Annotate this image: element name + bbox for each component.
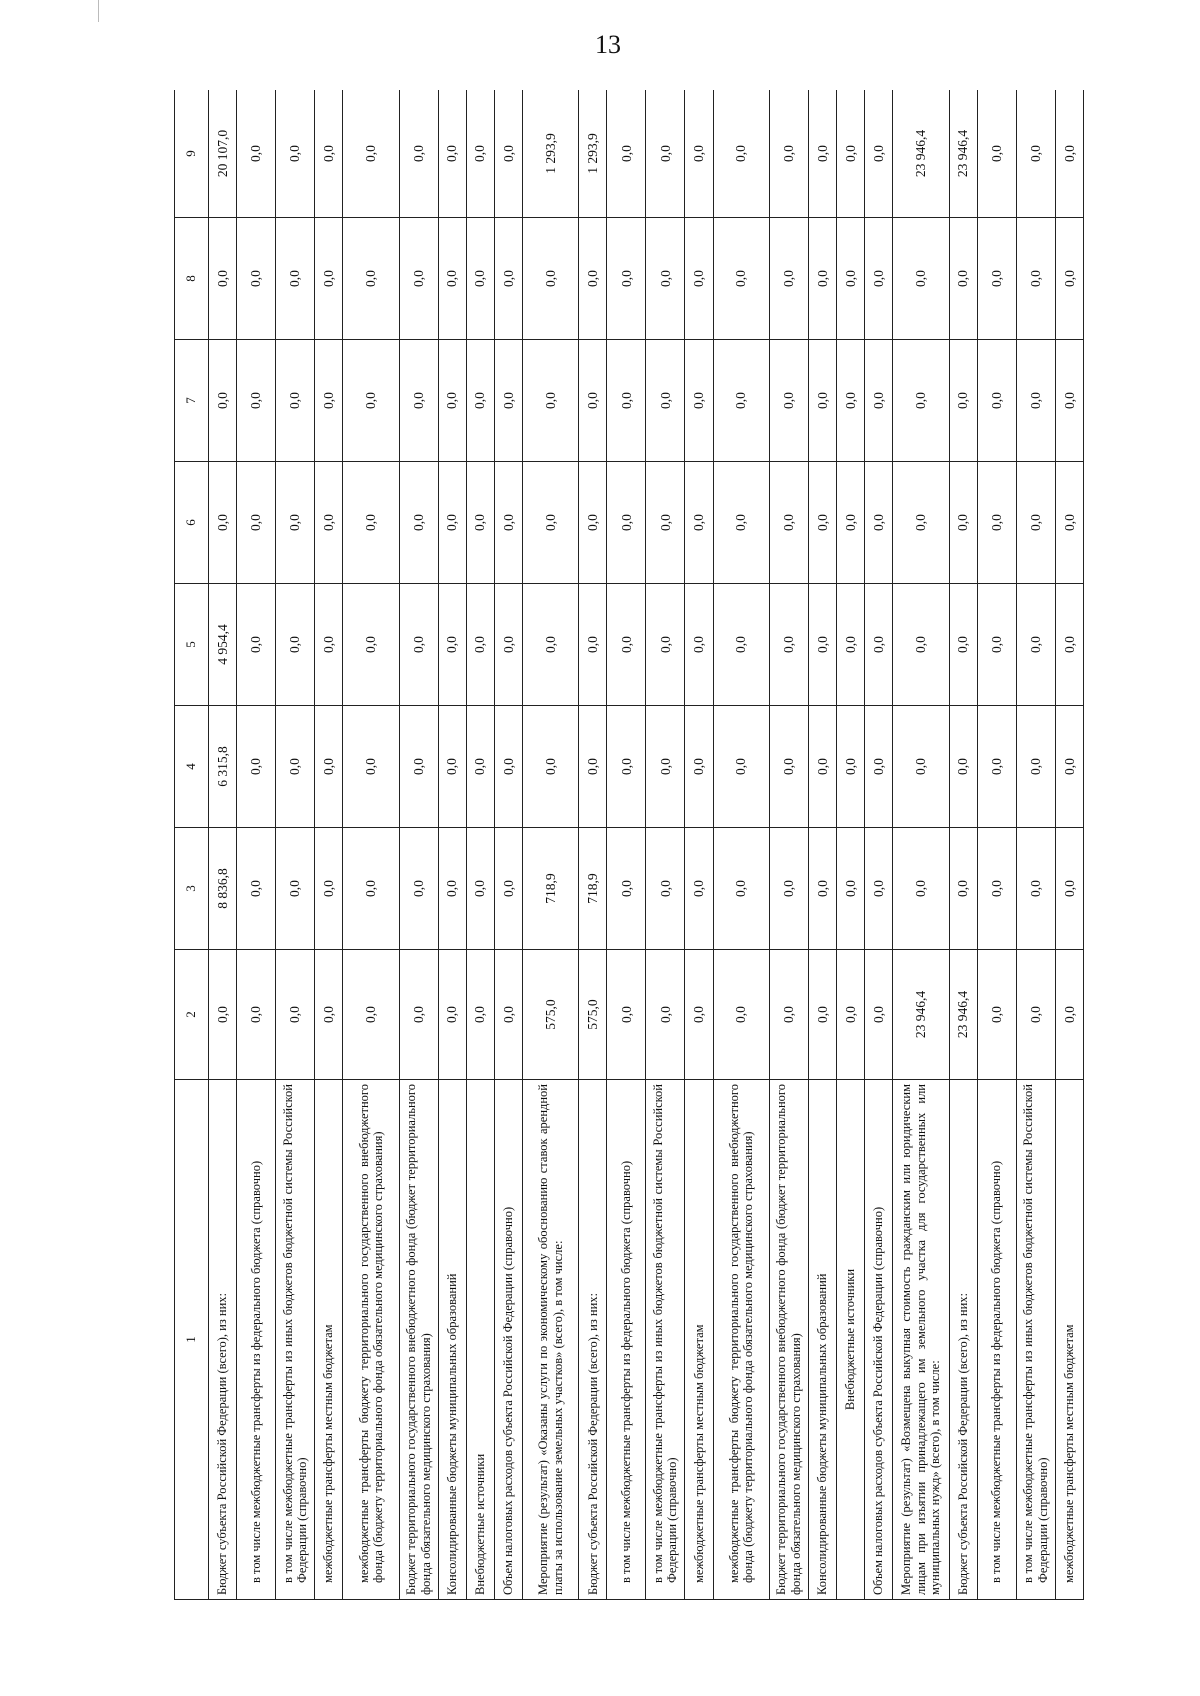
value-cell: 0,0 <box>522 218 578 340</box>
row-label: Бюджет субъекта Российской Федерации (всего), из них: <box>949 1080 977 1600</box>
value-cell: 0,0 <box>865 584 893 706</box>
value-cell: 0,0 <box>808 950 836 1080</box>
row-label: Бюджет субъекта Российской Федерации (всего), из них: <box>209 1080 237 1600</box>
value-cell: 0,0 <box>343 462 399 584</box>
value-cell: 0,0 <box>769 828 808 950</box>
scan-mark <box>98 0 99 22</box>
column-header: 1 <box>175 1080 209 1600</box>
row-label: межбюджетные трансферты местным бюджетам <box>685 1080 713 1600</box>
value-cell: 0,0 <box>579 584 607 706</box>
value-cell: 0,0 <box>579 218 607 340</box>
column-header: 2 <box>175 950 209 1080</box>
row-label: в том числе межбюджетные трансферты из федерального бюджета (справочно) <box>977 1080 1016 1600</box>
value-cell: 0,0 <box>713 218 769 340</box>
value-cell: 0,0 <box>399 828 438 950</box>
value-cell: 0,0 <box>1016 828 1055 950</box>
value-cell: 0,0 <box>865 828 893 950</box>
row-label: межбюджетные трансферты местным бюджетам <box>1055 1080 1083 1600</box>
table-row <box>685 90 713 1600</box>
table-row <box>209 90 237 1600</box>
value-cell: 0,0 <box>237 218 276 340</box>
row-label: межбюджетные трансферты местным бюджетам <box>315 1080 343 1600</box>
value-cell: 0,0 <box>836 462 864 584</box>
value-cell: 0,0 <box>646 90 685 218</box>
value-cell: 0,0 <box>315 584 343 706</box>
table-body <box>209 90 1084 1600</box>
value-cell: 0,0 <box>1055 584 1083 706</box>
value-cell: 23 946,4 <box>949 90 977 218</box>
value-cell: 0,0 <box>494 706 522 828</box>
value-cell: 0,0 <box>1055 950 1083 1080</box>
column-header: 6 <box>175 462 209 584</box>
value-cell: 0,0 <box>522 340 578 462</box>
value-cell: 0,0 <box>579 706 607 828</box>
column-header: 3 <box>175 828 209 950</box>
value-cell: 0,0 <box>494 90 522 218</box>
row-label: в том числе межбюджетные трансферты из иных бюджетов бюджетной системы Российской Федерации (справочно) <box>276 1080 315 1600</box>
value-cell: 0,0 <box>836 90 864 218</box>
value-cell: 0,0 <box>315 706 343 828</box>
row-label: Мероприятие (результат) «Возмещена выкупная стоимость гражданским или юридическим лицам при изъятии принадлежащего им земельного участка для государственных или муниципальных нужд» (всего), в том числе: <box>893 1080 949 1600</box>
value-cell: 0,0 <box>276 828 315 950</box>
table-row <box>949 90 977 1600</box>
row-label: Консолидированные бюджеты муниципальных образований <box>808 1080 836 1600</box>
value-cell: 0,0 <box>713 706 769 828</box>
value-cell: 0,0 <box>1055 90 1083 218</box>
value-cell: 0,0 <box>399 340 438 462</box>
value-cell: 0,0 <box>343 90 399 218</box>
value-cell: 0,0 <box>949 828 977 950</box>
rotated-table-container <box>174 90 1084 1600</box>
value-cell: 0,0 <box>836 340 864 462</box>
table-row <box>646 90 685 1600</box>
value-cell: 0,0 <box>769 462 808 584</box>
value-cell: 0,0 <box>315 950 343 1080</box>
row-label: Объем налоговых расходов субъекта Российской Федерации (справочно) <box>865 1080 893 1600</box>
value-cell: 0,0 <box>237 340 276 462</box>
value-cell: 0,0 <box>949 340 977 462</box>
value-cell: 0,0 <box>646 340 685 462</box>
value-cell: 0,0 <box>466 584 494 706</box>
table-row <box>579 90 607 1600</box>
value-cell: 0,0 <box>769 706 808 828</box>
value-cell: 0,0 <box>1016 218 1055 340</box>
value-cell: 0,0 <box>494 828 522 950</box>
row-label: межбюджетные трансферты бюджету территориального государственного внебюджетного фонда (бюджету территориального фонда обязательного медицинского страхования) <box>343 1080 399 1600</box>
table-row <box>607 90 646 1600</box>
value-cell: 0,0 <box>209 218 237 340</box>
value-cell: 0,0 <box>399 950 438 1080</box>
value-cell: 575,0 <box>579 950 607 1080</box>
value-cell: 0,0 <box>977 706 1016 828</box>
value-cell: 0,0 <box>808 706 836 828</box>
value-cell: 0,0 <box>466 218 494 340</box>
value-cell: 0,0 <box>808 218 836 340</box>
value-cell: 0,0 <box>646 462 685 584</box>
value-cell: 0,0 <box>494 340 522 462</box>
value-cell: 0,0 <box>808 462 836 584</box>
value-cell: 0,0 <box>893 706 949 828</box>
value-cell: 0,0 <box>399 706 438 828</box>
page-number: 13 <box>595 30 621 59</box>
value-cell: 0,0 <box>466 950 494 1080</box>
value-cell: 0,0 <box>438 584 466 706</box>
value-cell: 23 946,4 <box>893 950 949 1080</box>
value-cell: 0,0 <box>808 90 836 218</box>
row-label: Бюджет территориального государственного внебюджетного фонда (бюджет территориального фонда обязательного медицинского страхования) <box>399 1080 438 1600</box>
value-cell: 6 315,8 <box>209 706 237 828</box>
value-cell: 0,0 <box>865 950 893 1080</box>
column-header: 8 <box>175 218 209 340</box>
value-cell: 0,0 <box>893 218 949 340</box>
value-cell: 1 293,9 <box>522 90 578 218</box>
value-cell: 0,0 <box>769 90 808 218</box>
value-cell: 0,0 <box>713 584 769 706</box>
value-cell: 1 293,9 <box>579 90 607 218</box>
value-cell: 0,0 <box>438 462 466 584</box>
value-cell: 0,0 <box>438 950 466 1080</box>
column-header: 5 <box>175 584 209 706</box>
table-row <box>522 90 578 1600</box>
value-cell: 0,0 <box>949 218 977 340</box>
value-cell: 0,0 <box>607 828 646 950</box>
value-cell: 0,0 <box>808 584 836 706</box>
value-cell: 0,0 <box>438 218 466 340</box>
value-cell: 0,0 <box>466 706 494 828</box>
value-cell: 0,0 <box>893 584 949 706</box>
table-row <box>893 90 949 1600</box>
row-label: Бюджет субъекта Российской Федерации (всего), из них: <box>579 1080 607 1600</box>
value-cell: 0,0 <box>685 462 713 584</box>
table-row <box>865 90 893 1600</box>
value-cell: 0,0 <box>466 462 494 584</box>
value-cell: 0,0 <box>713 828 769 950</box>
header-row <box>175 90 209 1600</box>
value-cell: 0,0 <box>769 584 808 706</box>
column-header: 9 <box>175 90 209 218</box>
value-cell: 0,0 <box>315 462 343 584</box>
value-cell: 0,0 <box>276 90 315 218</box>
value-cell: 0,0 <box>977 950 1016 1080</box>
value-cell: 0,0 <box>685 950 713 1080</box>
value-cell: 0,0 <box>836 706 864 828</box>
value-cell: 0,0 <box>713 340 769 462</box>
table-row <box>315 90 343 1600</box>
value-cell: 0,0 <box>1016 462 1055 584</box>
value-cell: 0,0 <box>522 584 578 706</box>
value-cell: 0,0 <box>977 584 1016 706</box>
value-cell: 0,0 <box>977 218 1016 340</box>
value-cell: 0,0 <box>836 584 864 706</box>
table-row <box>276 90 315 1600</box>
value-cell: 0,0 <box>1055 462 1083 584</box>
value-cell: 0,0 <box>713 90 769 218</box>
value-cell: 0,0 <box>276 218 315 340</box>
row-label: Мероприятие (результат) «Оказаны услуги по экономическому обоснованию ставок арендной платы за использование земельных участков» (всего), в том числе: <box>522 1080 578 1600</box>
value-cell: 0,0 <box>466 340 494 462</box>
value-cell: 0,0 <box>769 950 808 1080</box>
value-cell: 0,0 <box>1055 340 1083 462</box>
row-label: в том числе межбюджетные трансферты из иных бюджетов бюджетной системы Российской Федерации (справочно) <box>646 1080 685 1600</box>
row-label: Внебюджетные источники <box>466 1080 494 1600</box>
value-cell: 0,0 <box>343 706 399 828</box>
value-cell: 0,0 <box>865 706 893 828</box>
table-row <box>808 90 836 1600</box>
row-label: в том числе межбюджетные трансферты из федерального бюджета (справочно) <box>237 1080 276 1600</box>
value-cell: 0,0 <box>1016 90 1055 218</box>
value-cell: 0,0 <box>438 706 466 828</box>
table-row <box>237 90 276 1600</box>
value-cell: 0,0 <box>977 828 1016 950</box>
table-row <box>836 90 864 1600</box>
value-cell: 0,0 <box>977 462 1016 584</box>
value-cell: 4 954,4 <box>209 584 237 706</box>
value-cell: 0,0 <box>494 462 522 584</box>
value-cell: 0,0 <box>949 584 977 706</box>
value-cell: 0,0 <box>949 706 977 828</box>
value-cell: 0,0 <box>237 462 276 584</box>
value-cell: 0,0 <box>343 340 399 462</box>
row-label: Объем налоговых расходов субъекта Российской Федерации (справочно) <box>494 1080 522 1600</box>
value-cell: 0,0 <box>494 950 522 1080</box>
table-row <box>1016 90 1055 1600</box>
value-cell: 0,0 <box>343 828 399 950</box>
column-header: 7 <box>175 340 209 462</box>
value-cell: 0,0 <box>646 950 685 1080</box>
table-row <box>438 90 466 1600</box>
value-cell: 0,0 <box>685 218 713 340</box>
value-cell: 0,0 <box>1055 706 1083 828</box>
value-cell: 718,9 <box>522 828 578 950</box>
row-label: Бюджет территориального государственного внебюджетного фонда (бюджет территориального фонда обязательного медицинского страхования) <box>769 1080 808 1600</box>
value-cell: 0,0 <box>646 828 685 950</box>
value-cell: 0,0 <box>685 828 713 950</box>
value-cell: 0,0 <box>769 218 808 340</box>
value-cell: 0,0 <box>949 462 977 584</box>
row-label: межбюджетные трансферты бюджету территориального государственного внебюджетного фонда (бюджету территориального фонда обязательного медицинского страхования) <box>713 1080 769 1600</box>
value-cell: 0,0 <box>977 90 1016 218</box>
value-cell: 0,0 <box>893 340 949 462</box>
value-cell: 0,0 <box>209 950 237 1080</box>
row-label: в том числе межбюджетные трансферты из иных бюджетов бюджетной системы Российской Федерации (справочно) <box>1016 1080 1055 1600</box>
value-cell: 0,0 <box>646 218 685 340</box>
value-cell: 0,0 <box>522 706 578 828</box>
row-label: Консолидированные бюджеты муниципальных образований <box>438 1080 466 1600</box>
value-cell: 0,0 <box>579 340 607 462</box>
value-cell: 0,0 <box>237 828 276 950</box>
value-cell: 0,0 <box>438 90 466 218</box>
value-cell: 0,0 <box>865 218 893 340</box>
value-cell: 0,0 <box>865 462 893 584</box>
value-cell: 0,0 <box>607 462 646 584</box>
table-row <box>343 90 399 1600</box>
value-cell: 0,0 <box>315 340 343 462</box>
value-cell: 0,0 <box>276 706 315 828</box>
value-cell: 0,0 <box>607 950 646 1080</box>
value-cell: 0,0 <box>769 340 808 462</box>
value-cell: 0,0 <box>466 828 494 950</box>
value-cell: 0,0 <box>893 828 949 950</box>
row-label: в том числе межбюджетные трансферты из федерального бюджета (справочно) <box>607 1080 646 1600</box>
value-cell: 0,0 <box>209 340 237 462</box>
value-cell: 0,0 <box>607 218 646 340</box>
budget-table <box>174 90 1084 1600</box>
value-cell: 0,0 <box>893 462 949 584</box>
value-cell: 0,0 <box>685 90 713 218</box>
value-cell: 0,0 <box>466 90 494 218</box>
value-cell: 0,0 <box>685 584 713 706</box>
value-cell: 0,0 <box>685 340 713 462</box>
value-cell: 0,0 <box>276 462 315 584</box>
column-header: 4 <box>175 706 209 828</box>
value-cell: 23 946,4 <box>893 90 949 218</box>
value-cell: 0,0 <box>1016 950 1055 1080</box>
value-cell: 0,0 <box>399 462 438 584</box>
value-cell: 0,0 <box>343 950 399 1080</box>
table-row <box>713 90 769 1600</box>
value-cell: 0,0 <box>1055 828 1083 950</box>
value-cell: 0,0 <box>522 462 578 584</box>
value-cell: 0,0 <box>438 828 466 950</box>
table-frame <box>174 90 1084 1600</box>
table-row <box>494 90 522 1600</box>
value-cell: 0,0 <box>315 218 343 340</box>
value-cell: 0,0 <box>865 90 893 218</box>
value-cell: 0,0 <box>646 706 685 828</box>
value-cell: 0,0 <box>1016 340 1055 462</box>
value-cell: 0,0 <box>343 218 399 340</box>
value-cell: 8 836,8 <box>209 828 237 950</box>
value-cell: 0,0 <box>607 706 646 828</box>
value-cell: 0,0 <box>399 218 438 340</box>
value-cell: 0,0 <box>865 340 893 462</box>
value-cell: 0,0 <box>808 340 836 462</box>
value-cell: 0,0 <box>607 90 646 218</box>
value-cell: 23 946,4 <box>949 950 977 1080</box>
value-cell: 0,0 <box>209 462 237 584</box>
value-cell: 0,0 <box>713 462 769 584</box>
value-cell: 0,0 <box>494 218 522 340</box>
row-label: Внебюджетные источники <box>836 1080 864 1600</box>
value-cell: 575,0 <box>522 950 578 1080</box>
table-row <box>399 90 438 1600</box>
value-cell: 0,0 <box>1016 706 1055 828</box>
value-cell: 718,9 <box>579 828 607 950</box>
value-cell: 0,0 <box>237 950 276 1080</box>
value-cell: 0,0 <box>315 90 343 218</box>
table-row <box>466 90 494 1600</box>
value-cell: 0,0 <box>276 950 315 1080</box>
value-cell: 0,0 <box>237 584 276 706</box>
value-cell: 0,0 <box>607 584 646 706</box>
value-cell: 0,0 <box>237 90 276 218</box>
value-cell: 0,0 <box>438 340 466 462</box>
value-cell: 0,0 <box>237 706 276 828</box>
value-cell: 0,0 <box>836 950 864 1080</box>
value-cell: 0,0 <box>399 90 438 218</box>
value-cell: 0,0 <box>276 584 315 706</box>
value-cell: 0,0 <box>276 340 315 462</box>
value-cell: 0,0 <box>1055 218 1083 340</box>
value-cell: 0,0 <box>685 706 713 828</box>
value-cell: 0,0 <box>808 828 836 950</box>
table-row <box>977 90 1016 1600</box>
table-row <box>769 90 808 1600</box>
value-cell: 0,0 <box>646 584 685 706</box>
value-cell: 0,0 <box>713 950 769 1080</box>
value-cell: 0,0 <box>836 218 864 340</box>
value-cell: 0,0 <box>977 340 1016 462</box>
value-cell: 20 107,0 <box>209 90 237 218</box>
value-cell: 0,0 <box>315 828 343 950</box>
value-cell: 0,0 <box>343 584 399 706</box>
value-cell: 0,0 <box>399 584 438 706</box>
value-cell: 0,0 <box>836 828 864 950</box>
value-cell: 0,0 <box>494 584 522 706</box>
value-cell: 0,0 <box>579 462 607 584</box>
table-row <box>1055 90 1083 1600</box>
value-cell: 0,0 <box>1016 584 1055 706</box>
value-cell: 0,0 <box>607 340 646 462</box>
